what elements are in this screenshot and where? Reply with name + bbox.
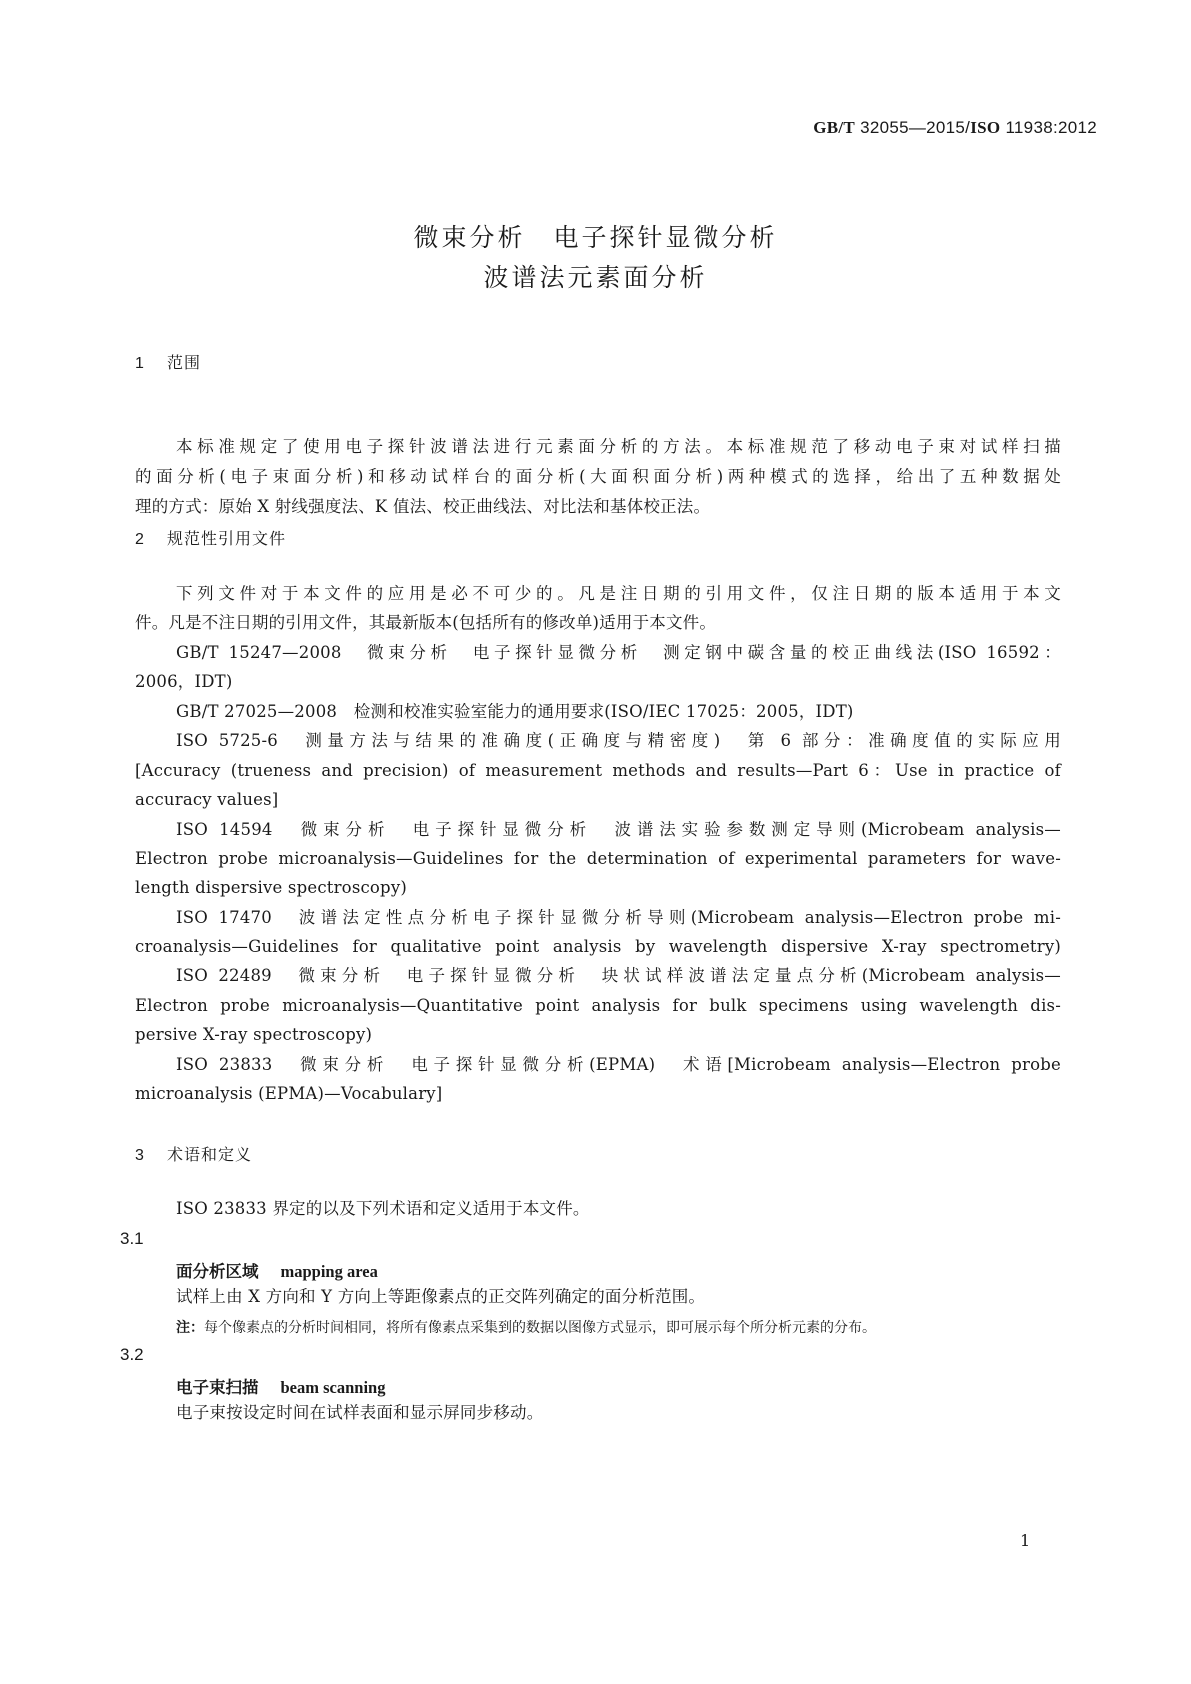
- term-en: mapping area: [280, 1262, 378, 1281]
- reference-line: ISO 5725-6 测量方法与结果的准确度(正确度与精密度) 第 6 部分：准确度值的实际应用: [176, 731, 1061, 750]
- section-3-heading: [135, 1142, 252, 1165]
- section-2-heading: [135, 526, 286, 549]
- reference-line: Electron probe microanalysis—Quantitative point analysis for bulk specimens using wavelength dis-: [135, 996, 1061, 1015]
- term-heading: [176, 1258, 378, 1282]
- paragraph-line: 本标准规定了使用电子探针波谱法进行元素面分析的方法。本标准规范了移动电子束对试样扫描: [176, 437, 1061, 456]
- page-number: 1: [1020, 1531, 1031, 1550]
- reference-line: croanalysis—Guidelines for qualitative point analysis by wavelength dispersive X-ray spectrometry): [135, 937, 1061, 956]
- term-zh: 面分析区域: [176, 1262, 259, 1281]
- section-1-heading: [135, 350, 201, 373]
- section-title: 范围: [167, 353, 202, 372]
- section-title: 规范性引用文件: [167, 529, 287, 548]
- std-prefix: GB/T: [813, 118, 856, 137]
- term-number: 3.1: [120, 1229, 144, 1248]
- section-number: 3: [135, 1147, 145, 1164]
- reference-line: length dispersive spectroscopy): [135, 878, 407, 897]
- term-zh: 电子束扫描: [176, 1378, 259, 1397]
- term-definition: 试样上由 X 方向和 Y 方向上等距像素点的正交阵列确定的面分析范围。: [176, 1287, 706, 1306]
- iso-prefix: ISO: [970, 118, 1001, 137]
- reference-line: ISO 14594 微束分析 电子探针显微分析 波谱法实验参数测定导则(Microbeam analysis—: [176, 820, 1061, 839]
- standard-number-header: [813, 118, 1097, 138]
- reference-line: microanalysis (EPMA)—Vocabulary]: [135, 1084, 443, 1103]
- term-en: beam scanning: [280, 1378, 386, 1397]
- reference-line: Electron probe microanalysis—Guidelines for the determination of experimental parameters for wave-: [135, 849, 1061, 868]
- reference-line: GB/T 15247—2008 微束分析 电子探针显微分析 测定钢中碳含量的校正曲线法(ISO 16592：: [176, 643, 1061, 662]
- reference-line: 2006，IDT): [135, 672, 233, 691]
- iso-number: 11938:2012: [1005, 118, 1097, 137]
- note-text: 每个像素点的分析时间相同，将所有像素点采集到的数据以图像方式显示，即可展示每个所分析元素的分布。: [204, 1320, 876, 1336]
- reference-line: [Accuracy (trueness and precision) of measurement methods and results—Part 6：Use in practice of: [135, 761, 1061, 780]
- paragraph-line: 理的方式：原始 X 射线强度法、K 值法、校正曲线法、对比法和基体校正法。: [135, 497, 711, 516]
- reference-line: ISO 17470 波谱法定性点分析电子探针显微分析导则(Microbeam analysis—Electron probe mi-: [176, 908, 1061, 927]
- document-title-line1: 微束分析 电子探针显微分析: [413, 223, 778, 252]
- reference-line: ISO 22489 微束分析 电子探针显微分析 块状试样波谱法定量点分析(Microbeam analysis—: [176, 966, 1061, 985]
- section-number: 2: [135, 531, 145, 548]
- term-note: [176, 1317, 876, 1337]
- term-number: 3.2: [120, 1345, 144, 1364]
- note-label: 注：: [176, 1320, 204, 1336]
- section-intro: ISO 23833 界定的以及下列术语和定义适用于本文件。: [176, 1199, 590, 1218]
- paragraph-line: 的面分析(电子束面分析)和移动试样台的面分析(大面积面分析)两种模式的选择，给出了五种数据处: [135, 467, 1061, 486]
- paragraph-line: 下列文件对于本文件的应用是必不可少的。凡是注日期的引用文件，仅注日期的版本适用于本文: [176, 584, 1061, 603]
- section-number: 1: [135, 355, 145, 372]
- term-definition: 电子束按设定时间在试样表面和显示屏同步移动。: [176, 1403, 544, 1422]
- document-title-line2: 波谱法元素面分析: [483, 263, 708, 292]
- reference-line: accuracy values]: [135, 790, 279, 809]
- term-heading: [176, 1374, 385, 1398]
- std-number: 32055—2015/: [860, 118, 971, 137]
- section-title: 术语和定义: [167, 1145, 253, 1164]
- reference-line: GB/T 27025—2008 检测和校准实验室能力的通用要求(ISO/IEC 17025：2005，IDT): [176, 702, 854, 721]
- reference-line: persive X-ray spectroscopy): [135, 1025, 373, 1044]
- reference-line: ISO 23833 微束分析 电子探针显微分析(EPMA) 术语[Microbeam analysis—Electron probe: [176, 1055, 1061, 1074]
- paragraph-line: 件。凡是不注日期的引用文件，其最新版本(包括所有的修改单)适用于本文件。: [135, 613, 717, 632]
